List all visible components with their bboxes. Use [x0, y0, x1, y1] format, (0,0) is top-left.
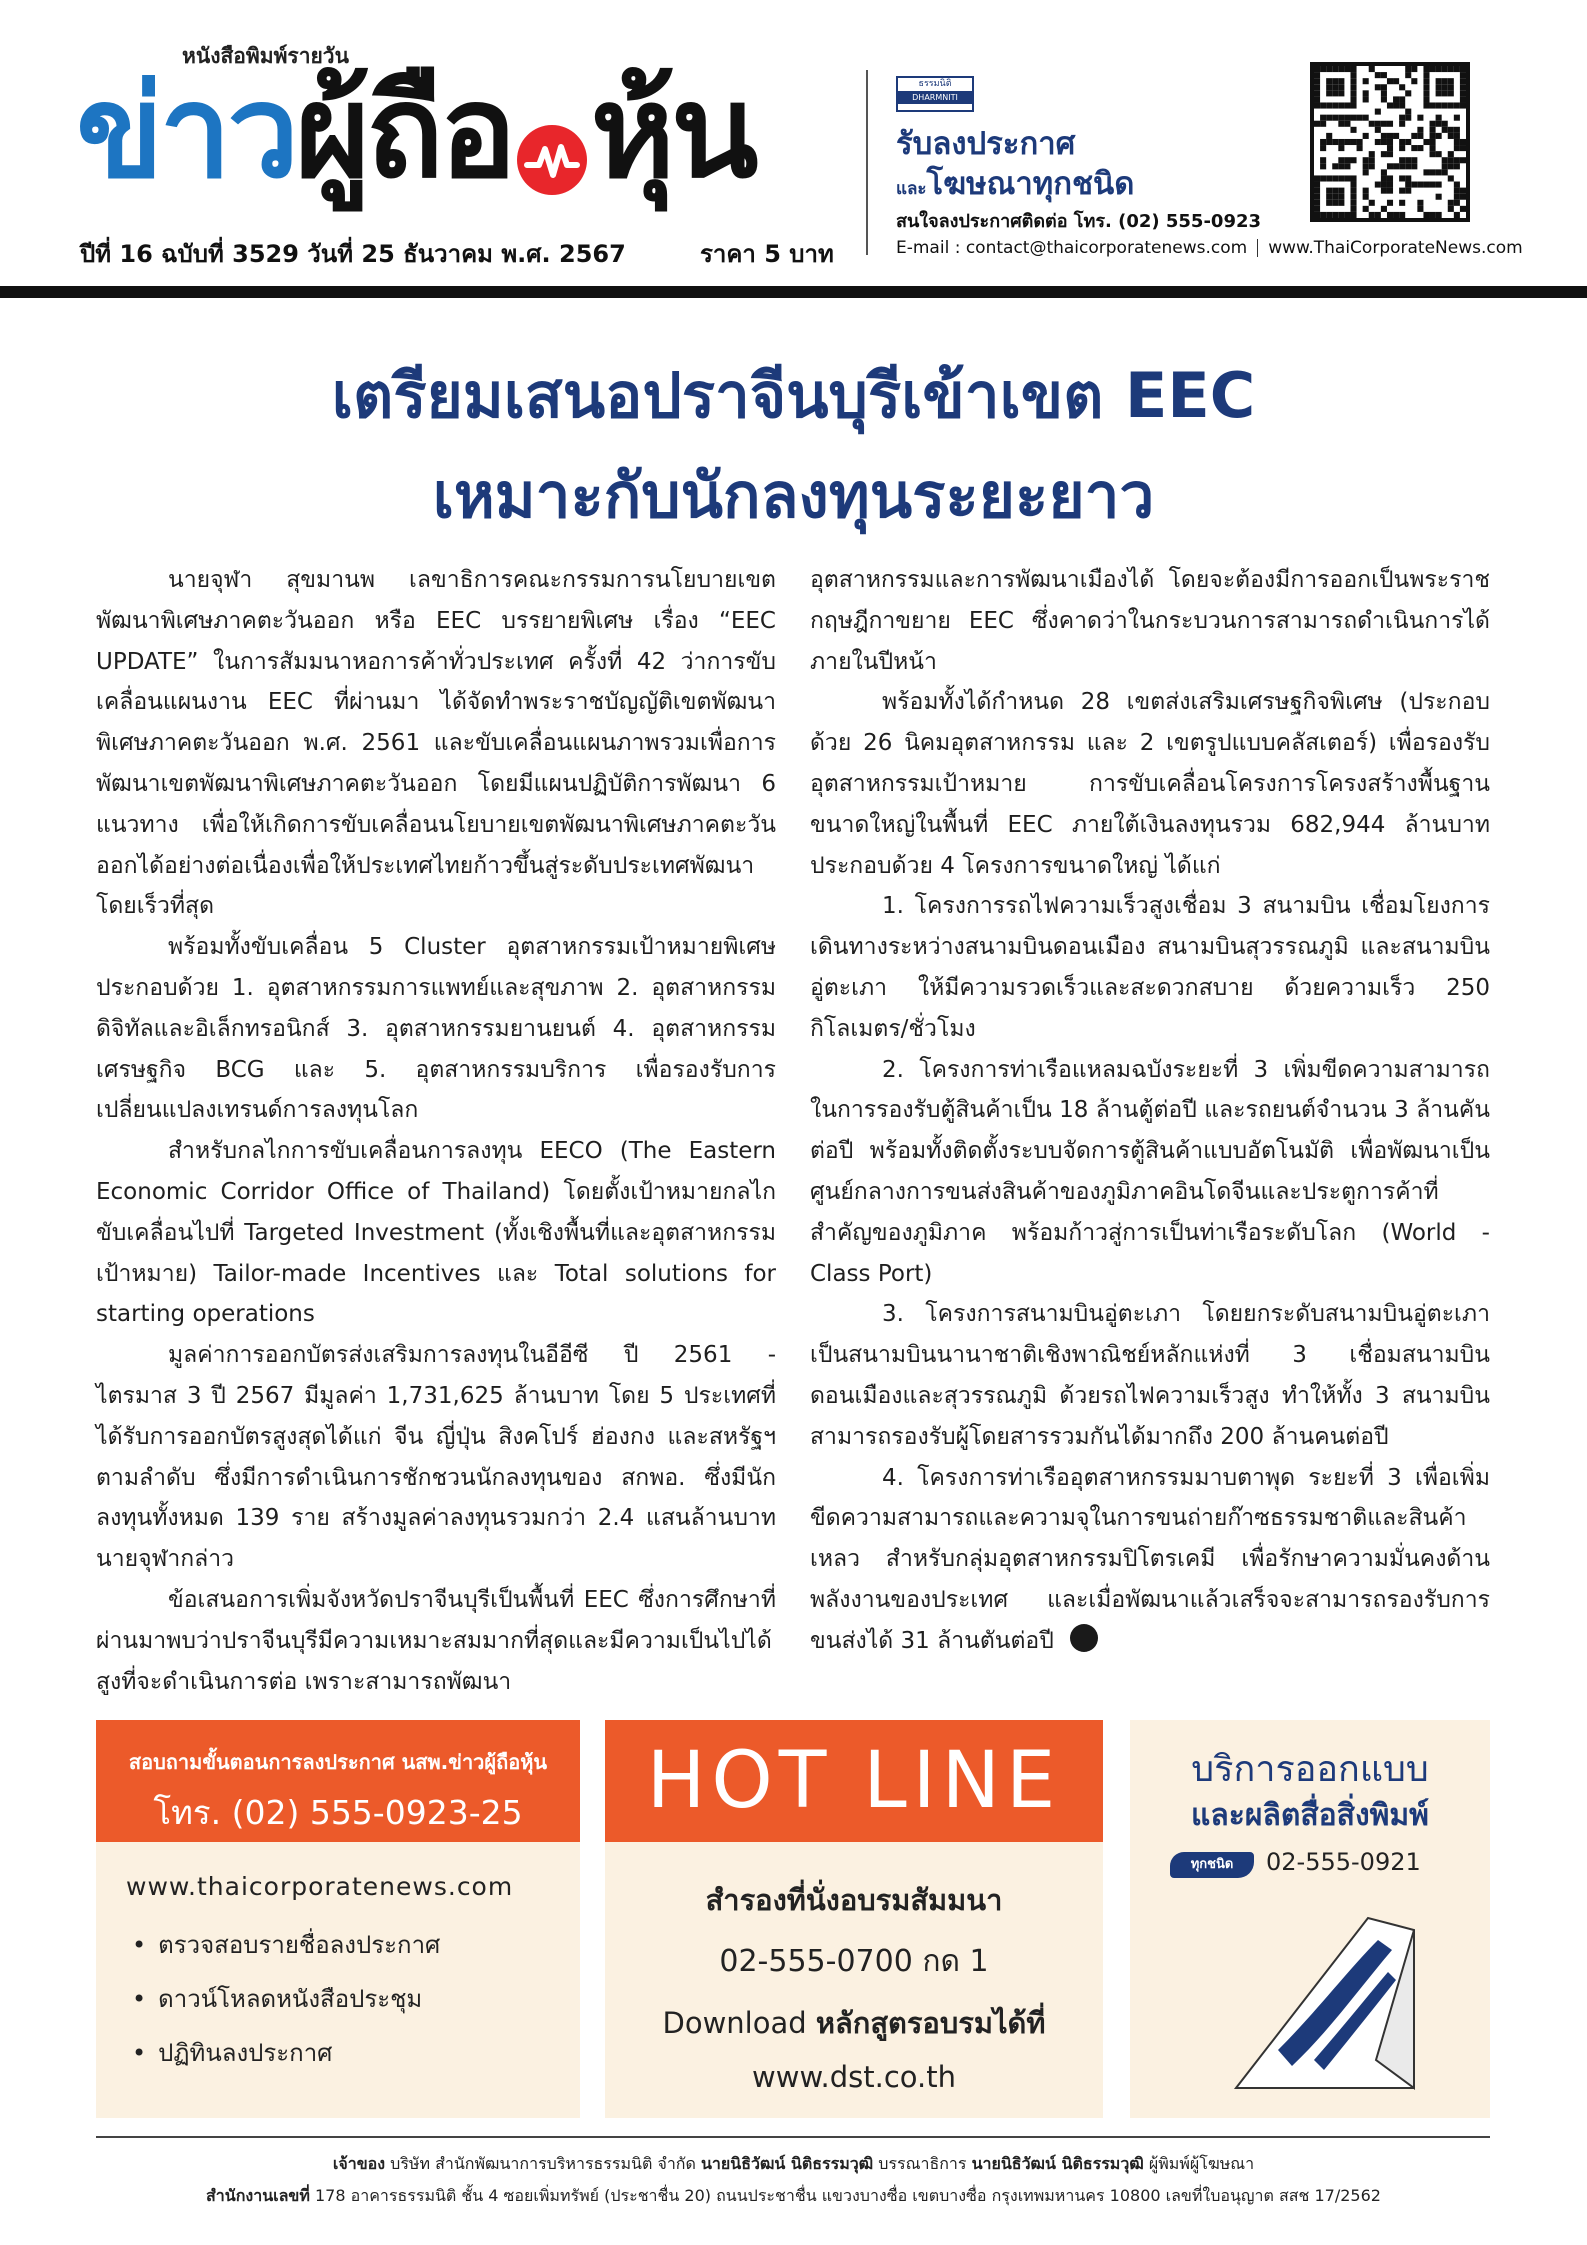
- logo-tagline: หนังสือพิมพ์รายวัน: [182, 44, 349, 68]
- design-phone-row: [1170, 1848, 1470, 1888]
- announcement-url[interactable]: www.thaicorporatenews.com: [126, 1872, 514, 1901]
- office-label: สำนักงานเลขที่: [206, 2186, 310, 2205]
- ad-header-line1: รับลงประกาศ: [896, 126, 1076, 162]
- editor-role: บรรณาธิการ: [873, 2154, 972, 2173]
- ad-contact-prefix: สนใจลงประกาศติดต่อ: [896, 211, 1074, 232]
- announcement-item-download[interactable]: • ดาวน์โหลดหนังสือประชุม: [132, 1979, 440, 2033]
- article-paragraph-last: [810, 1458, 1490, 1662]
- owner-label: เจ้าของ: [332, 2154, 386, 2173]
- ad-header-line2-text: โฆษณาทุกชนิด: [926, 166, 1135, 202]
- design-service-box: [1130, 1720, 1490, 2118]
- announcement-box: [96, 1720, 580, 2118]
- ad-header-line2-prefix: และ: [896, 179, 927, 199]
- ad-separator: [1257, 239, 1258, 257]
- hotline-url[interactable]: www.dst.co.th: [752, 2060, 956, 2094]
- dharmniti-badge-bottom: DHARMNITI: [898, 91, 972, 104]
- headline-line2: เหมาะกับนักลงทุนระยะยาว: [432, 459, 1155, 532]
- design-title-2: และผลิตสื่อสิ่งพิมพ์: [1191, 1798, 1429, 1833]
- hotline-download-bold: หลักสูตรอบรมได้ที่: [815, 2006, 1046, 2040]
- newspaper-logo[interactable]: [76, 58, 755, 208]
- announcement-header: [96, 1720, 580, 1842]
- editor-name: นายนิธิวัฒน์ นิติธรรมวุฒิ: [700, 2154, 874, 2173]
- email-link[interactable]: E-mail : contact@thaicorporatenews.com: [896, 238, 1248, 258]
- hotline-title: HOT LINE: [646, 1736, 1062, 1826]
- article-paragraph-continued: อุตสาหกรรมและการพัฒนาเมืองได้ โดยจะต้องมีการออกเป็นพระราชกฤษฎีกาขยาย EEC ซึ่งคาดว่าในกระบวนการสามารถดำเนินการได้ภายในปีหน้า: [810, 567, 1490, 675]
- ad-email-row: [896, 238, 1523, 258]
- paper-fold-icon: [1218, 1910, 1418, 2104]
- owner-text: บริษัท สำนักพัฒนาการบริหารธรรมนิติ จำกัด: [385, 2154, 701, 2173]
- website-link[interactable]: www.ThaiCorporateNews.com: [1268, 238, 1523, 258]
- dharmniti-badge: [896, 76, 974, 112]
- masthead-rule: [0, 286, 1587, 298]
- office-text: 178 อาคารธรรมนิติ ชั้น 4 ซอยเพิ่มทรัพย์ (ประชาชื่น 20) ถนนประชาชื่น แขวงบางซื่อ เขตบางซื่อ กรุงเทพมหานคร 10800 เลขที่ใบอนุญาต สสช 17/2562: [309, 2186, 1381, 2205]
- footer-office: [0, 2184, 1587, 2209]
- announcement-item-calendar[interactable]: • ปฏิทินลงประกาศ: [132, 2033, 440, 2087]
- hotline-phone[interactable]: 02-555-0700 กด 1: [719, 1944, 989, 1979]
- article-paragraph: 3. โครงการสนามบินอู่ตะเภา โดยยกระดับสนามบินอู่ตะเภาเป็นสนามบินนานาชาติเชิงพาณิชย์หลักแห่งที่ 3 เชื่อมสนามบินดอนเมืองและสุวรรณภูมิ ด้วยรถไฟความเร็วสูง ทำให้ทั้ง 3 สนามบินสามารถรองรับผู้โดยสารรวมกันได้มากถึง 200 ล้านคนต่อปี: [810, 1301, 1490, 1450]
- article-paragraph: 2. โครงการท่าเรือแหลมฉบังระยะที่ 3 เพิ่มขีดความสามารถในการรองรับตู้สินค้าเป็น 18 ล้านตู้ต่อปี และรถยนต์จำนวน 3 ล้านคันต่อปี พร้อมทั้งติดตั้งระบบจัดการตู้สินค้าแบบอัตโนมัติ เพื่อพัฒนาเป็นศูนย์กลางการขนส่งสินค้าของภูมิภาคอินโดจีนและประตูการค้าที่สำคัญของภูมิภาค พร้อมก้าวสู่การเป็นท่าเรือระดับโลก (World - Class Port): [810, 1056, 1490, 1287]
- hotline-seminar-text: สำรองที่นั่งอบรมสัมมนา: [705, 1883, 1003, 1917]
- stock-chart-icon: [517, 125, 587, 195]
- brush-stroke-icon: ทุกชนิด: [1170, 1852, 1254, 1878]
- article-paragraph: พร้อมทั้งได้กำหนด 28 เขตส่งเสริมเศรษฐกิจพิเศษ (ประกอบด้วย 26 นิคมอุตสาหกรรม และ 2 เขตรูปแบบคลัสเตอร์) เพื่อรองรับอุตสาหกรรมเป้าหมาย การขับเคลื่อนโครงการโครงสร้างพื้นฐานขนาดใหญ่ในพื้นที่ EEC ภายใต้เงินลงทุนรวม 682,944 ล้านบาท ประกอบด้วย 4 โครงการขนาดใหญ่ ได้แก่: [810, 689, 1490, 879]
- article-paragraph: ข้อเสนอการเพิ่มจังหวัดปราจีนบุรีเป็นพื้นที่ EEC ซึ่งการศึกษาที่ผ่านมาพบว่าปราจีนบุรีมีความเหมาะสมมากที่สุดและมีความเป็นไปได้สูงที่จะดำเนินการต่อ เพราะสามารถพัฒนา: [96, 1586, 776, 1695]
- announcement-list: [132, 1925, 440, 2087]
- ad-contact: [896, 206, 1261, 235]
- issue-info: ปีที่ 16 ฉบับที่ 3529 วันที่ 25 ธันวาคม พ.ศ. 2567: [80, 240, 626, 268]
- footer-rule: [96, 2136, 1490, 2138]
- announcement-item-check[interactable]: • ตรวจสอบรายชื่อลงประกาศ: [132, 1925, 440, 1979]
- article-column-left: [96, 560, 776, 1702]
- qr-code-graphic: [1314, 66, 1466, 218]
- article-paragraph: นายจุฬา สุขมานพ เลขาธิการคณะกรรมการนโยบายเขตพัฒนาพิเศษภาคตะวันออก หรือ EEC บรรยายพิเศษ เรื่อง “EEC UPDATE” ในการสัมมนาหอการค้าทั่วประเทศ ครั้งที่ 42 ว่าการขับเคลื่อนแผนงาน EEC ที่ผ่านมา ได้จัดทำพระราชบัญญัติเขตพัฒนาพิเศษภาคตะวันออก พ.ศ. 2561 และขับเคลื่อนแผนภาพรวมเพื่อการพัฒนาเขตพัฒนาพิเศษภาคตะวันออก โดยมีแผนปฏิบัติการพัฒนา 6 แนวทาง เพื่อให้เกิดการขับเคลื่อนนโยบายเขตพัฒนาพิเศษภาคตะวันออกได้อย่างต่อเนื่องเพื่อให้ประเทศไทยก้าวขึ้นสู่ระดับประเทศพัฒนาโดยเร็วที่สุด: [96, 567, 776, 920]
- logo-part-1: ข่าว: [76, 58, 296, 207]
- article-paragraph: 1. โครงการรถไฟความเร็วสูงเชื่อม 3 สนามบิน เชื่อมโยงการเดินทางระหว่างสนามบินดอนเมือง สนามบินสุวรรณภูมิ และสนามบินอู่ตะเภา ให้มีความรวดเร็วและสะดวกสบาย ด้วยความเร็ว 250 กิโลเมตร/ชั่วโมง: [810, 893, 1490, 1042]
- ad-contact-phone[interactable]: โทร. (02) 555-0923: [1073, 211, 1262, 232]
- article-paragraph: สำหรับกลไกการขับเคลื่อนการลงทุน EECO (The Eastern Economic Corridor Office of Thailand) โดยตั้งเป้าหมายกลไกขับเคลื่อนไปที่ Targeted Investment (ทั้งเชิงพื้นที่และอุตสาหกรรมเป้าหมาย) Tailor-made Incentives และ Total solutions for starting operations: [96, 1138, 776, 1328]
- logo-part-2: ผู้ถือ: [295, 58, 513, 207]
- announcement-phone[interactable]: โทร. (02) 555-0923-25: [153, 1793, 523, 1832]
- hotline-box: [605, 1720, 1103, 2118]
- publisher-role: ผู้พิมพ์ผู้โฆษณา: [1143, 2154, 1255, 2173]
- hotline-header: [605, 1720, 1103, 1842]
- article-paragraph-last-text: 4. โครงการท่าเรืออุตสาหกรรมมาบตาพุด ระยะที่ 3 เพื่อเพิ่มขีดความสามารถและความจุในการขนถ่ายก๊าซธรรมชาติและสินค้าเหลว สำหรับกลุ่มอุตสาหกรรมปิโตรเคมี เพื่อรักษาความมั่นคงด้านพลังงานของประเทศ และเมื่อพัฒนาแล้วเสร็จจะสามารถรองรับการขนส่งได้ 31 ล้านตันต่อปี: [810, 1464, 1490, 1654]
- article-paragraph: พร้อมทั้งขับเคลื่อน 5 Cluster อุตสาหกรรมเป้าหมายพิเศษ ประกอบด้วย 1. อุตสาหกรรมการแพทย์และสุขภาพ 2. อุตสาหกรรมดิจิทัลและอิเล็กทรอนิกส์ 3. อุตสาหกรรมยานยนต์ 4. อุตสาหกรรมเศรษฐกิจ BCG และ 5. อุตสาหกรรมบริการ เพื่อรองรับการเปลี่ยนแปลงเทรนด์การลงทุนโลก: [96, 934, 776, 1124]
- article-column-right: [810, 560, 1490, 1662]
- announcement-title: สอบถามขั้นตอนการลงประกาศ นสพ.ข่าวผู้ถือหุ้น: [128, 1750, 548, 1774]
- end-mark-icon: [1070, 1624, 1098, 1652]
- publisher-name: นายนิธิวัฒน์ นิติธรรมวุฒิ: [971, 2154, 1144, 2173]
- article-paragraph: มูลค่าการออกบัตรส่งเสริมการลงทุนในอีอีซี ปี 2561 - ไตรมาส 3 ปี 2567 มีมูลค่า 1,731,625 ล้านบาท โดย 5 ประเทศที่ได้รับการออกบัตรสูงสุดได้แก่ จีน ญี่ปุ่น สิงคโปร์ ฮ่องกง และสหรัฐฯ ตามลำดับ ซึ่งมีการดำเนินการชักชวนนักลงทุนของ สกพอ. ซึ่งมีนักลงทุนทั้งหมด 139 ราย สร้างมูลค่าลงทุนรวมกว่า 2.4 แสนล้านบาท นายจุฬากล่าว: [96, 1342, 776, 1573]
- ad-header-line2: [896, 158, 1134, 208]
- footer-owner: [0, 2152, 1587, 2177]
- hotline-download-prefix: Download: [662, 2006, 816, 2040]
- design-title-1: บริการออกแบบ: [1191, 1749, 1429, 1790]
- logo-part-3: หุ้น: [590, 58, 755, 207]
- dharmniti-badge-top: ธรรมนิติ: [918, 79, 952, 89]
- hotline-download-text: [605, 2000, 1103, 2046]
- masthead: [0, 0, 1587, 285]
- qr-code[interactable]: [1310, 62, 1470, 222]
- design-phone[interactable]: 02-555-0921: [1266, 1848, 1421, 1876]
- masthead-divider: [866, 70, 868, 255]
- price: ราคา 5 บาท: [700, 240, 834, 268]
- headline-line1: เตรียมเสนอปราจีนบุรีเข้าเขต EEC: [331, 359, 1256, 432]
- headline: [0, 346, 1587, 546]
